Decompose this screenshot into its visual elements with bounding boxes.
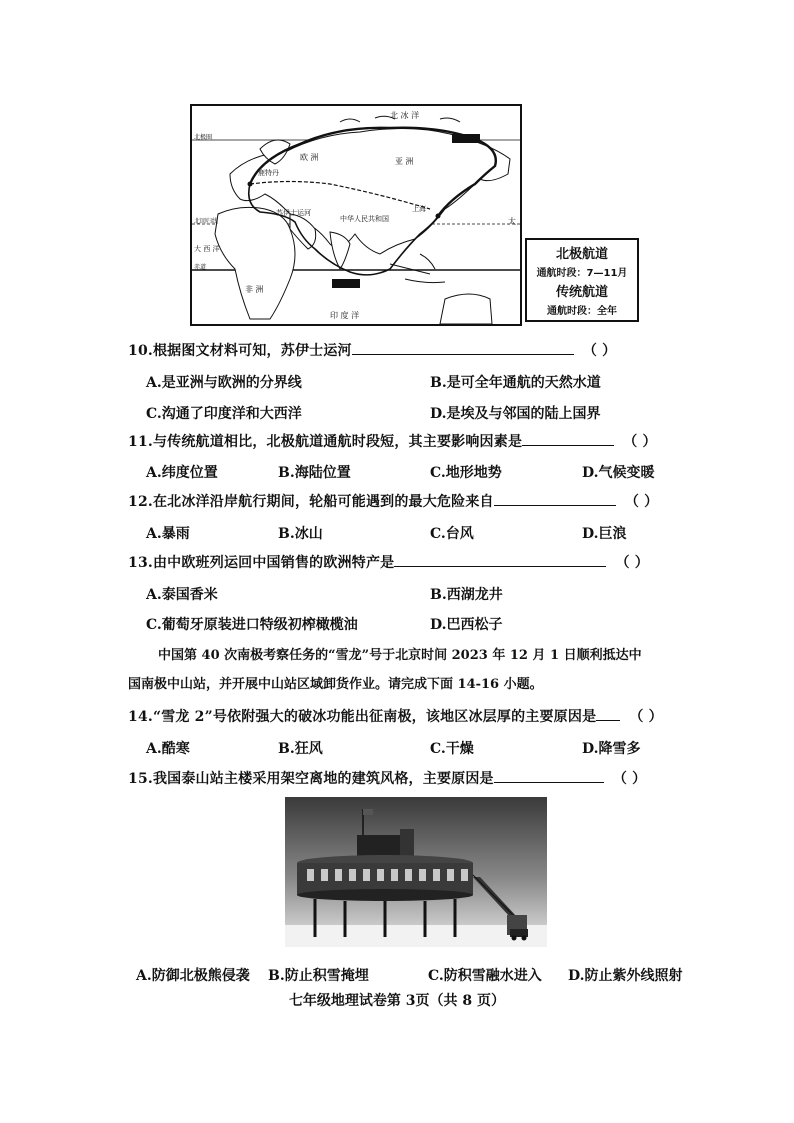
label-africa: 非 洲	[245, 285, 264, 294]
label-arctic-circle: 北极圈	[194, 134, 213, 141]
label-china: 中华人民共和国	[340, 215, 389, 223]
route-map-figure	[190, 104, 522, 326]
option[interactable]: D.降雪多	[582, 741, 641, 757]
option[interactable]: D.气候变暖	[582, 465, 655, 481]
label-rotterdam: 鹿特丹	[258, 169, 279, 177]
answer-blank[interactable]	[494, 491, 616, 506]
label-pacific: 太	[508, 217, 516, 226]
question-15: 15.我国泰山站主楼采用架空离地的建筑风格，主要原因是 （ ）	[128, 768, 646, 788]
option[interactable]: B.是可全年通航的天然水道	[430, 375, 601, 391]
option[interactable]: A.暴雨	[146, 526, 190, 542]
question-10: 10.根据图文材料可知，苏伊士运河 （ ）	[128, 340, 616, 360]
australia-landmass	[440, 294, 492, 324]
option[interactable]: C.葡萄牙原装进口特级初榨橄榄油	[146, 617, 358, 633]
answer-blank[interactable]	[596, 706, 620, 721]
page-footer: 七年级地理试卷第 3页（共 8 页）	[288, 993, 506, 1009]
shanghai-marker	[436, 214, 441, 219]
label-europe: 欧 洲	[300, 153, 319, 162]
option[interactable]: D.防止紫外线照射	[568, 968, 683, 984]
station-illustration	[285, 797, 547, 947]
option[interactable]: A.是亚洲与欧洲的分界线	[146, 375, 302, 391]
label-suez: 苏伊士运河	[276, 209, 311, 217]
option[interactable]: A.纬度位置	[146, 465, 218, 481]
option[interactable]: C.防积雪融水进入	[428, 968, 542, 984]
option[interactable]: A.泰国香米	[146, 587, 218, 603]
option[interactable]: D.巨浪	[582, 526, 627, 542]
legend-arctic-route: 北极航道	[555, 247, 608, 262]
intro-line-1: 中国第 40 次南极考察任务的“雪龙”号于北京时间 2023 年 12 月 1 日顺利抵达中	[158, 648, 642, 663]
answer-blank[interactable]	[394, 552, 606, 567]
option[interactable]: C.地形地势	[430, 465, 502, 481]
intro-paragraph	[128, 641, 668, 699]
question-12: 12.在北冰洋沿岸航行期间，轮船可能遇到的最大危险来自 （ ）	[128, 491, 658, 511]
option[interactable]: C.台风	[430, 526, 474, 542]
option[interactable]: B.冰山	[278, 526, 323, 542]
answer-blank[interactable]	[522, 431, 614, 446]
intro-line-2: 国南极中山站，并开展中山站区域卸货作业。请完成下面 14-16 小题。	[128, 677, 543, 692]
legend-arctic-period: 通航时段：7—11月	[536, 268, 628, 279]
arctic-route-label-block	[452, 134, 480, 143]
label-indian: 印 度 洋	[330, 311, 360, 320]
route-legend	[525, 238, 639, 322]
question-14: 14.“雪龙 2”号依附强大的破冰功能出征南极，该地区冰层厚的主要原因是 （ ）	[128, 706, 663, 726]
label-tropic: 北回归线	[194, 218, 219, 225]
answer-blank[interactable]	[494, 768, 604, 783]
option[interactable]: B.海陆位置	[278, 465, 351, 481]
label-equator: 赤道	[194, 264, 207, 271]
question-13: 13.由中欧班列运回中国销售的欧洲特产是 （ ）	[128, 552, 649, 572]
option[interactable]: C.沟通了印度洋和大西洋	[146, 406, 302, 422]
question-11: 11.与传统航道相比，北极航道通航时段短，其主要影响因素是 （ ）	[128, 431, 657, 451]
rotterdam-marker	[248, 182, 253, 187]
label-asia: 亚 洲	[395, 157, 414, 166]
legend-traditional-period: 通航时段：全年	[547, 306, 617, 317]
option[interactable]: A.酷寒	[146, 741, 190, 757]
label-shanghai: 上海	[412, 205, 426, 213]
taishan-station-photo	[285, 797, 547, 947]
option[interactable]: D.是埃及与邻国的陆上国界	[430, 406, 601, 422]
option[interactable]: D.巴西松子	[430, 617, 503, 633]
label-atlantic: 大 西 洋	[194, 245, 220, 253]
traditional-route-label-block	[332, 279, 360, 288]
option[interactable]: B.防止积雪掩埋	[268, 968, 369, 984]
option[interactable]: B.西湖龙井	[430, 587, 503, 603]
answer-blank[interactable]	[352, 340, 574, 355]
option[interactable]: B.狂风	[278, 741, 323, 757]
label-north-ocean: 北 冰 洋	[390, 111, 420, 120]
legend-traditional-route: 传统航道	[555, 285, 608, 300]
option[interactable]: C.干燥	[430, 741, 474, 757]
option[interactable]: A.防御北极熊侵袭	[136, 968, 250, 984]
